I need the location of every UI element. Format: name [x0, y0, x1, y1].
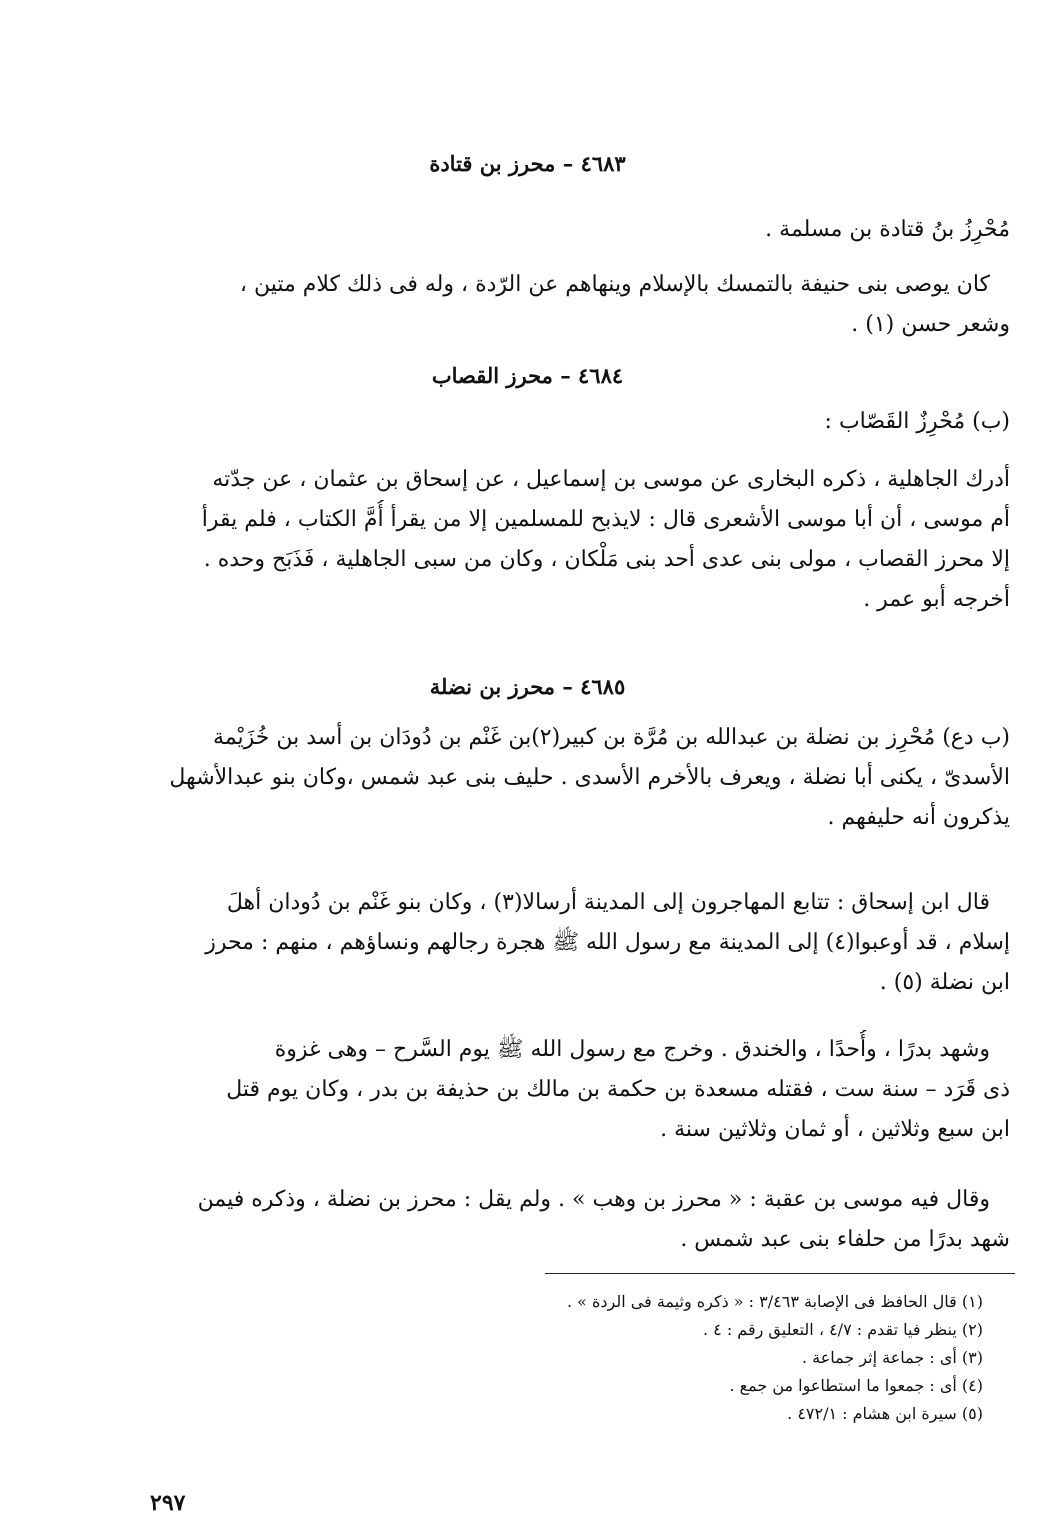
footnote: (٢) ينظر فيا تقدم : ٤/٧ ، التعليق رقم : ٤ . [702, 1320, 983, 1339]
text-line: ابن نضلة (٥) . [879, 970, 1010, 995]
text-line: أدرك الجاهلية ، ذكره البخارى عن موسى بن إسماعيل ، عن إسحاق بن عثمان ، عن جدّته [212, 467, 1010, 492]
text-line: ابن سبع وثلاثين ، أو ثمان وثلاثين سنة . [660, 1117, 1010, 1142]
text-line: قال ابن إسحاق : تتابع المهاجرون إلى المدينة أرسالا(٣) ، وكان بنو غَنْم بن دُودان أهلَ [226, 890, 990, 915]
text-line: (ب) مُحْرِزٌ القَصّاب : [824, 409, 1010, 434]
text-line: يذكرون أنه حليفهم . [827, 805, 1010, 830]
entry-4685-para-3 [120, 1030, 1010, 1150]
entry-4685-para-2 [120, 883, 1010, 1003]
footnote: (١) قال الحافظ فى الإصابة ٣/٤٦٣ : « ذكره وثيمة فى الردة » . [566, 1292, 983, 1311]
text-line: وشعر حسن (١) . [851, 312, 1010, 337]
entry-heading-4683: ٤٦٨٣ – محرز بن قتادة [429, 151, 626, 176]
entry-4685-para-1 [120, 718, 1010, 838]
entry-4683-body [120, 265, 1010, 345]
text-line: (ب دع) مُحْرِز بن نضلة بن عبدالله بن مُرَّة بن كبير(٢)بن غَنْم بن دُودَان بن أسد بن خُزَيْمة [213, 725, 1010, 750]
entry-4684-body [120, 460, 1010, 620]
text-line: إسلام ، قد أوعبوا(٤) إلى المدينة مع رسول الله ﷺ هجرة رجالهم ونساؤهم ، منهم : محرز [205, 930, 1010, 955]
text-line: مُحْرِزُ بنُ قتادة بن مسلمة . [765, 217, 1010, 242]
footnote: (٥) سيرة ابن هشام : ٤٧٢/١ . [787, 1404, 983, 1423]
footnote: (٣) أى : جماعة إثر جماعة . [801, 1348, 983, 1367]
text-line: إلا محرز القصاب ، مولى بنى عدى أحد بنى مَلْكان ، وكان من سبى الجاهلية ، فَذَبَح وحده . [203, 547, 1010, 572]
text-line: ذى قَرَد – سنة ست ، فقتله مسعدة بن حكمة بن مالك بن حذيفة بن بدر ، وكان يوم قتل [226, 1077, 1010, 1102]
text-line: أم موسى ، أن أبا موسى الأشعرى قال : لايذبح للمسلمين إلا من يقرأ أُمَّ الكتاب ، فلم يقرأ [201, 507, 1010, 532]
text-line: وشهد بدرًا ، وأُحدًا ، والخندق . وخرج مع رسول الله ﷺ يوم السَّرح – وهى غزوة [274, 1037, 990, 1062]
footnote: (٤) أى : جمعوا ما استطاعوا من جمع . [729, 1376, 983, 1395]
footnote-divider [545, 1273, 1015, 1274]
entry-heading-4685: ٤٦٨٥ – محرز بن نضلة [429, 674, 626, 699]
entry-4684-name-line [120, 402, 1010, 442]
footnotes [503, 1288, 983, 1428]
entry-4685-para-4 [120, 1180, 1010, 1260]
text-line: شهد بدرًا من حلفاء بنى عبد شمس . [680, 1227, 1010, 1252]
text-line: الأسدىّ ، يكنى أبا نضلة ، ويعرف بالأخرم الأسدى . حليف بنى عبد شمس ،وكان بنو عبدالأشهل [169, 765, 1010, 790]
page-number: ٢٩٧ [150, 1490, 186, 1516]
text-line: وقال فيه موسى بن عقبة : « محرز بن وهب » . ولم يقل : محرز بن نضلة ، وذكره فيمن [197, 1187, 990, 1212]
text-line: أخرجه أبو عمر . [863, 587, 1010, 612]
text-line: كان يوصى بنى حنيفة بالتمسك بالإسلام وينهاهم عن الرّدة ، وله فى ذلك كلام متين ، [239, 272, 990, 297]
entry-heading-4684: ٤٦٨٤ – محرز القصاب [431, 363, 624, 388]
entry-4683-name-line [120, 210, 1010, 250]
